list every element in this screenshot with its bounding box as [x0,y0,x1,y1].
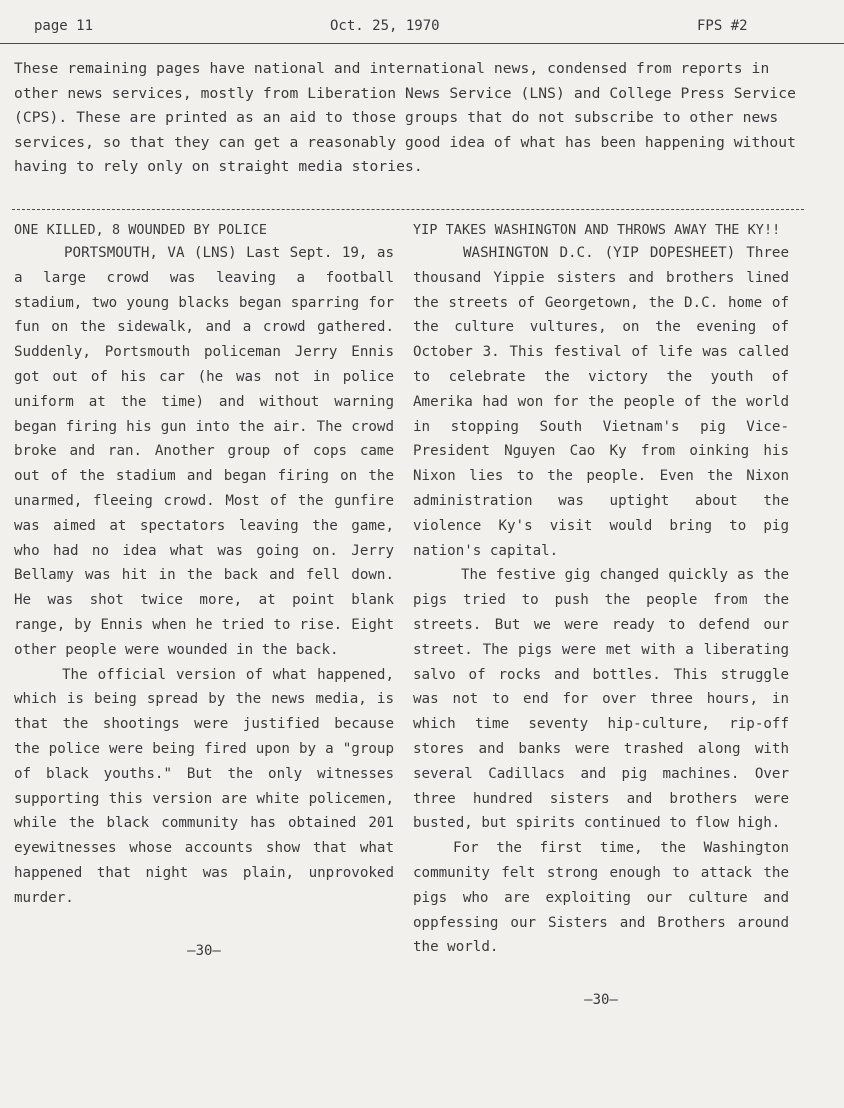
issue-date: Oct. 25, 1970 [330,18,440,34]
right-paragraph-2: The festive gig changed quickly as the pigs tried to push the people from the streets. But we were ready to defend our street. The pigs were met with a liberating salvo of rocks and bottles. This struggle was not to end for over three hours, in which time seventy hip-culture, rip-off stores and banks were trashed along with several Cadillacs and pig machines. Over three hundred sisters and brothers were busted, but spirits continued to flow high. [413,567,789,832]
left-article [14,220,394,963]
page-label: page 11 [34,18,94,34]
dashed-divider [12,209,804,210]
intro-block [14,57,806,180]
issue-code: FPS #2 [697,18,748,34]
right-paragraph-3: For the first time, the Washington community felt strong enough to attack the pigs who are exploiting our culture and oppfessing our Sisters and Brothers around the world. [413,840,789,956]
right-paragraph-1: WASHINGTON D.C. (YIP DOPESHEET) Three thousand Yippie sisters and brothers lined the streets of Georgetown, the D.C. home of the culture vultures, on the evening of October 3. This festival of life was called to celebrate the victory the youth of Amerika had won for the people of the world in stopping South Vietnam's pig Vice-President Nguyen Cao Ky from oinking his Nixon lies to the people. Even the Nixon administration was uptight about the violence Ky's visit would bring to pig nation's capital. [413,245,789,559]
left-paragraph-1: PORTSMOUTH, VA (LNS) Last Sept. 19, as a large crowd was leaving a football stadium, two young blacks began sparring for fun on the sidewalk, and a crowd gathered. Suddenly, Portsmouth policeman Jerry Ennis got out of his car (he was not in police uniform at the time) and without warning began firing his gun into the air. The crowd broke and ran. Another group of cops came out of the stadium and began firing on the unarmed, fleeing crowd. Most of the gunfire was aimed at spectators leaving the game, who had no idea what was going on. Jerry Bellamy was hit in the back and fell down. He was shot twice more, at point blank range, by Ennis when he tried to rise. Eight other people were wounded in the back. [14,245,394,658]
left-paragraph-2: The official version of what happened, which is being spread by the news media, is that the shootings were justified because the police were being fired upon by a "group of black youths." But the only witnesses supporting this version are white policemen, while the black community has obtained 201 eyewitnesses whose accounts show that what happened that night was plain, unprovoked murder. [14,666,394,906]
page-header [0,16,844,42]
intro-text: These remaining pages have national and international news, condensed from reports in other news services, mostly from Liberation News Service (LNS) and College Press Service (CPS). These are printed as an aid to those groups that do not subscribe to other news services, so that they can get a reasonably good idea of what has been happening without having to rely only on straight media stories. [14,60,796,175]
right-article [413,220,789,1013]
left-page-number: —30— [187,942,221,959]
header-rule [0,43,844,44]
left-headline: ONE KILLED, 8 WOUNDED BY POLICE [14,223,268,238]
right-page-number: —30— [584,992,618,1009]
right-headline: YIP TAKES WASHINGTON AND THROWS AWAY THE KY!! [413,223,781,238]
